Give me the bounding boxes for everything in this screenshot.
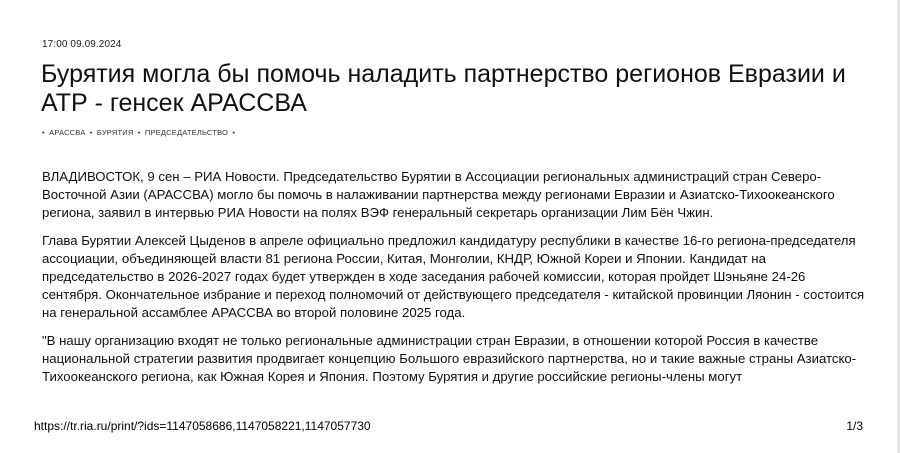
article-body	[42, 168, 867, 396]
article-tags	[42, 128, 237, 137]
article-timestamp: 17:00 09.09.2024	[42, 39, 122, 50]
article-paragraph: ВЛАДИВОСТОК, 9 сен – РИА Новости. Председательство Бурятии в Ассоциации региональных администраций стран Северо-Восточной Азии (АРАССВА) могло бы помочь в налаживании партнерства между регионами Евразии и Азиатско-Тихоокеанского региона, заявил в интервью РИА Новости на полях ВЭФ генеральный секретарь организации Лим Бён Чжин.	[42, 169, 835, 220]
tag-separator: •	[137, 128, 141, 137]
print-page-number: 1/3	[846, 419, 863, 433]
print-footer-url: https://tr.ria.ru/print/?ids=1147058686,1147058221,1147057730	[34, 419, 371, 433]
article-paragraph: Глава Бурятии Алексей Цыденов в апреле официально предложил кандидатуру республики в качестве 16-го региона-председателя ассоциации, объединяющей власти 81 региона России, Китая, Монголии, КНДР, Южной Кореи и Японии. Кандидат на председательство в 2026-2027 годах будет утвержден в ходе заседания рабочей комиссии, которая пройдет Шэньяне 24-26 сентября. Окончательное избрание и переход полномочий от действующего председателя - китайской провинции Ляонин - состоится на генеральной ассамблее АРАССВА во второй половине 2025 года.	[42, 233, 865, 320]
tag-buryatia[interactable]: БУРЯТИЯ	[96, 128, 134, 137]
tag-separator: •	[42, 128, 45, 137]
article-paragraph: "В нашу организацию входят не только региональные администрации стран Евразии, в отношении которой Россия в качестве национальной стратегии развития продвигает концепцию Большого евразийского партнерства, но и такие важные страны Азиатско-Тихоокеанского региона, как Южная Корея и Япония. Поэтому Бурятия и другие российские регионы-члены могут	[42, 333, 857, 384]
tag-separator: •	[89, 128, 93, 137]
tag-separator: •	[232, 128, 236, 137]
article-title: Бурятия могла бы помочь наладить партнерство регионов Евразии и АТР - генсек АРАССВА	[41, 60, 846, 117]
tag-arassva[interactable]: АРАССВА	[49, 128, 86, 137]
tag-chairmanship[interactable]: ПРЕДСЕДАТЕЛЬСТВО	[144, 128, 229, 137]
